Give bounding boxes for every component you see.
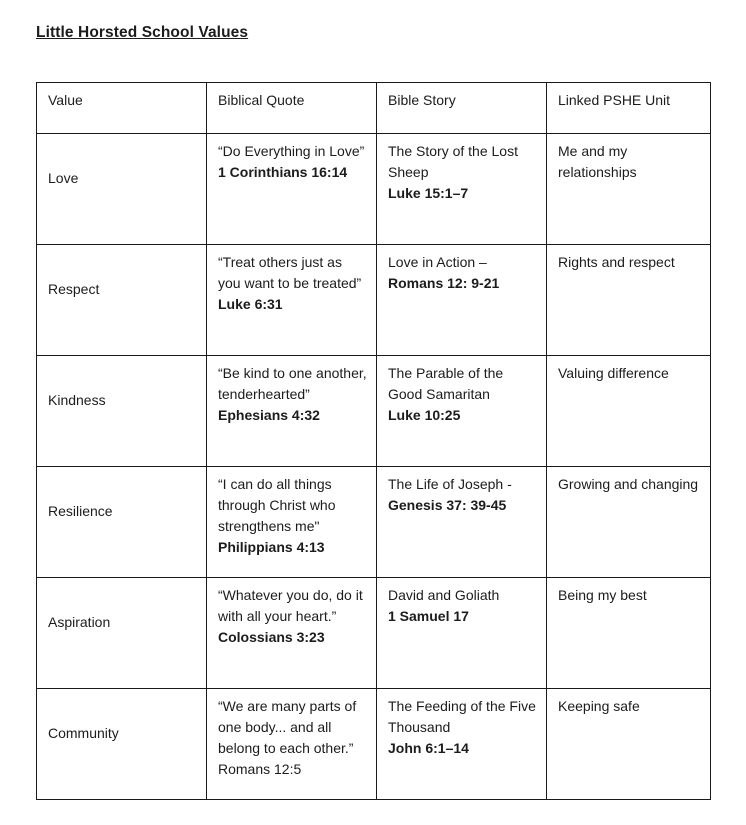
pshe-cell: Keeping safe (547, 689, 711, 800)
table-row (37, 245, 711, 356)
story-title: David and Goliath (388, 587, 500, 603)
pshe-cell: Growing and changing (547, 467, 711, 578)
quote-text: “I can do all things through Christ who strengthens me" (218, 476, 336, 534)
quote-cell (207, 689, 377, 800)
story-title: Love in Action – (388, 254, 487, 270)
quote-text: “We are many parts of one body... and all belong to each other.” (218, 698, 357, 756)
table-row (37, 134, 711, 245)
quote-reference: Colossians 3:23 (218, 629, 325, 645)
story-reference: Luke 15:1–7 (388, 185, 469, 201)
header-linked-pshe-unit: Linked PSHE Unit (547, 83, 711, 134)
quote-cell (207, 134, 377, 245)
value-cell: Resilience (37, 467, 207, 578)
page-title: Little Horsted School Values (36, 24, 249, 41)
table-row (37, 689, 711, 800)
pshe-cell: Valuing difference (547, 356, 711, 467)
story-cell (377, 356, 547, 467)
pshe-cell: Being my best (547, 578, 711, 689)
story-title: The Feeding of the Five Thousand (388, 698, 536, 735)
story-cell (377, 578, 547, 689)
quote-reference: Philippians 4:13 (218, 539, 325, 555)
quote-text: “Treat others just as you want to be treated” (218, 254, 362, 291)
story-title: The Story of the Lost Sheep (388, 143, 518, 180)
table-row (37, 467, 711, 578)
story-cell (377, 245, 547, 356)
story-reference: 1 Samuel 17 (388, 608, 469, 624)
story-title: The Parable of the Good Samaritan (388, 365, 504, 402)
story-cell (377, 689, 547, 800)
quote-reference: Ephesians 4:32 (218, 407, 320, 423)
story-cell (377, 134, 547, 245)
value-cell: Love (37, 134, 207, 245)
quote-reference: Romans 12:5 (218, 761, 302, 777)
quote-cell (207, 245, 377, 356)
quote-text: “Be kind to one another, tenderhearted” (218, 365, 367, 402)
header-bible-story: Bible Story (377, 83, 547, 134)
school-values-table (36, 82, 711, 800)
value-cell: Respect (37, 245, 207, 356)
story-reference: Romans 12: 9-21 (388, 275, 500, 291)
quote-text: “Do Everything in Love” (218, 143, 365, 159)
story-reference: Luke 10:25 (388, 407, 461, 423)
quote-cell (207, 578, 377, 689)
quote-reference: Luke 6:31 (218, 296, 283, 312)
table-row (37, 578, 711, 689)
quote-text: “Whatever you do, do it with all your heart.” (218, 587, 363, 624)
header-biblical-quote: Biblical Quote (207, 83, 377, 134)
story-reference: Genesis 37: 39-45 (388, 497, 507, 513)
value-cell: Kindness (37, 356, 207, 467)
table-row (37, 356, 711, 467)
value-cell: Community (37, 689, 207, 800)
quote-cell (207, 467, 377, 578)
story-reference: John 6:1–14 (388, 740, 469, 756)
story-cell (377, 467, 547, 578)
quote-reference: 1 Corinthians 16:14 (218, 164, 348, 180)
quote-cell (207, 356, 377, 467)
value-cell: Aspiration (37, 578, 207, 689)
table-header-row (37, 83, 711, 134)
header-value: Value (37, 83, 207, 134)
story-title: The Life of Joseph - (388, 476, 512, 492)
pshe-cell: Me and my relationships (547, 134, 711, 245)
pshe-cell: Rights and respect (547, 245, 711, 356)
